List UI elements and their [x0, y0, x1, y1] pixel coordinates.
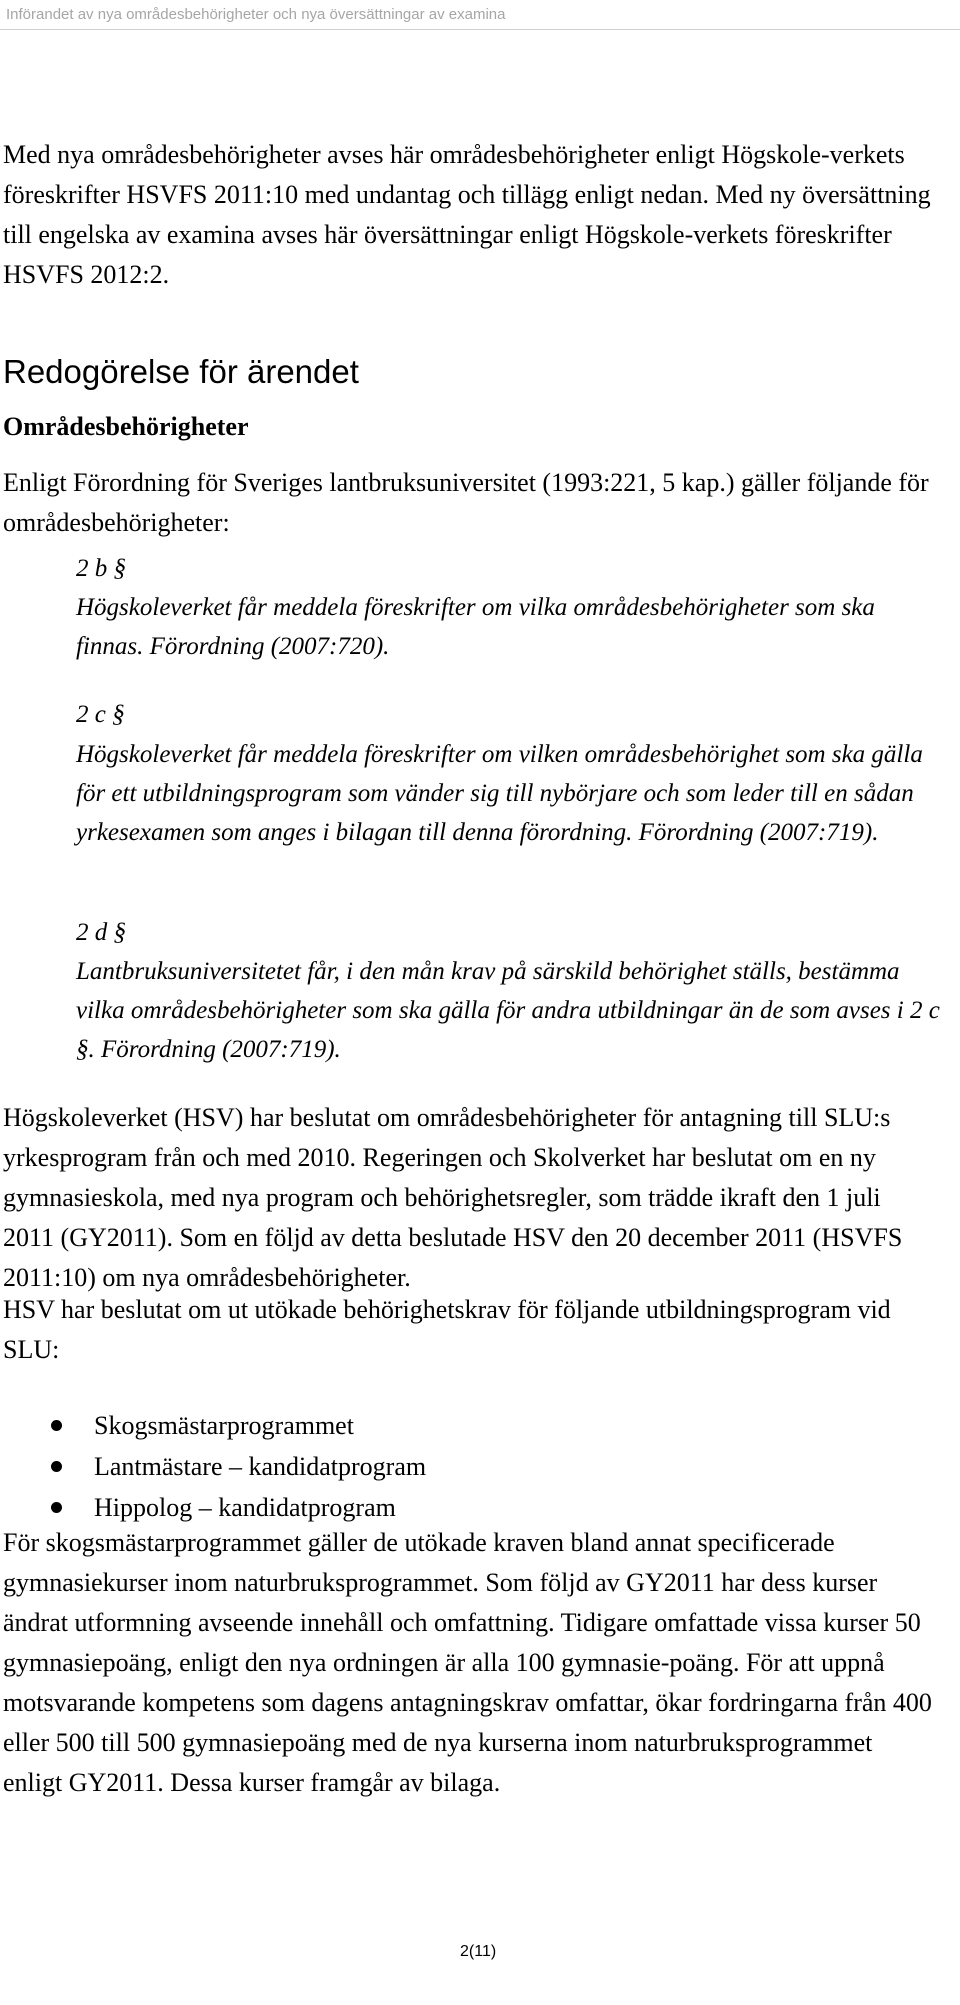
quote-heading-2b: 2 b § [76, 555, 126, 582]
running-header-title: Införandet av nya områdesbehörigheter och nya översättningar av examina [6, 6, 506, 23]
section-subtitle: Områdesbehörigheter [3, 412, 249, 441]
bullet-icon [51, 1502, 62, 1513]
bullet-icon [51, 1420, 62, 1431]
running-header [0, 0, 960, 30]
page-number: 2(11) [460, 1943, 497, 1960]
skogsmastar-paragraph: För skogsmästarprogrammet gäller de utökade kraven bland annat specificerade gymnasiekurser inom naturbruksprogrammet. Som följd av GY2011 har dess kurser ändrat utformning avseende innehåll och omfattning. Tidigare omfattade vissa kurser 50 gymnasiepoäng, enligt den nya ordningen är alla 100 gymnasie-poäng. För att uppnå motsvarande kompetens som dagens antagningskrav omfattar, ökar fordringarna från 400 eller 500 till 500 gymnasiepoäng med de nya kurserna inom naturbruksprogrammet enligt GY2011. Dessa kurser framgår av bilaga. [3, 1528, 932, 1797]
intro-paragraph: Med nya områdesbehörigheter avses här områdesbehörigheter enligt Högskole-verkets föreskrifter HSVFS 2011:10 med undantag och tillägg enligt nedan. Med ny översättning till engelska av examina avses här översättningar enligt Högskole-verkets föreskrifter HSVFS 2012:2. [3, 140, 931, 289]
ordinance-intro-paragraph: Enligt Förordning för Sveriges lantbruksuniversitet (1993:221, 5 kap.) gäller följande för områdesbehörigheter: [3, 468, 929, 537]
bullet-icon [51, 1461, 62, 1472]
hsv-extended-paragraph: HSV har beslutat om ut utökade behörighetskrav för följande utbildningsprogram vid SLU: [3, 1295, 891, 1364]
program-list [0, 1405, 426, 1528]
list-item [0, 1405, 426, 1446]
program-name: Lantmästare – kandidatprogram [94, 1452, 427, 1481]
quote-heading-2c: 2 c § [76, 701, 125, 728]
list-item [0, 1487, 426, 1528]
program-name: Skogsmästarprogrammet [94, 1411, 354, 1440]
hsv-decision-paragraph: Högskoleverket (HSV) har beslutat om områdesbehörigheter för antagning till SLU:s yrkesprogram från och med 2010. Regeringen och Skolverket har beslutat om en ny gymnasieskola, med nya program och behörighetsregler, som trädde ikraft den 1 juli 2011 (GY2011). Som en följd av detta beslutade HSV den 20 december 2011 (HSVFS 2011:10) om nya områdesbehörigheter. [3, 1103, 903, 1292]
quote-heading-2d: 2 d § [76, 919, 126, 946]
list-item [0, 1446, 426, 1487]
quote-text-2b: Högskoleverket får meddela föreskrifter om vilka områdesbehörigheter som ska finnas. Förordning (2007:720). [76, 594, 875, 660]
section-title: Redogörelse för ärendet [3, 353, 359, 390]
quote-text-2d: Lantbruksuniversitetet får, i den mån krav på särskild behörighet ställs, bestämma vilka områdesbehörigheter som ska gälla för andra utbildningar än de som avses i 2 c §. Förordning (2007:719). [76, 958, 940, 1063]
quote-text-2c: Högskoleverket får meddela föreskrifter om vilken områdesbehörighet som ska gälla för ett utbildningsprogram som vänder sig till nybörjare och som leder till en sådan yrkesexamen som anges i bilagan till denna förordning. Förordning (2007:719). [76, 741, 923, 846]
program-name: Hippolog – kandidatprogram [94, 1493, 396, 1522]
